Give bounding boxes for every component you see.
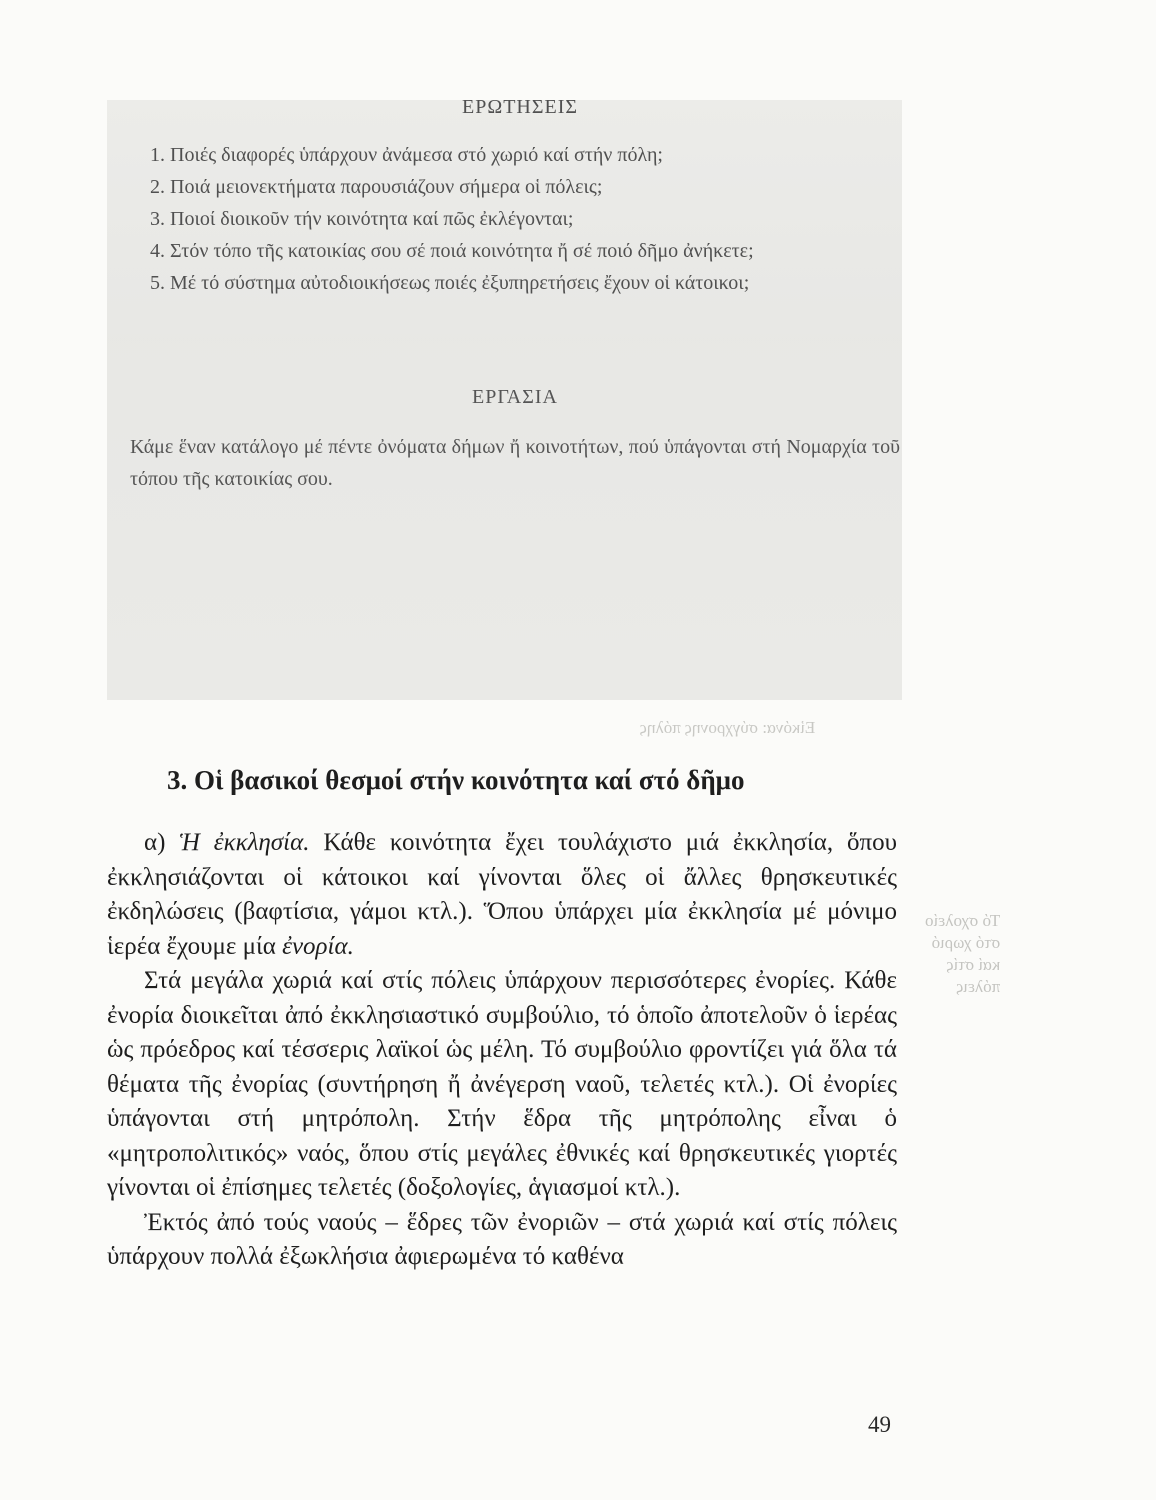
question-item: 3. Ποιοί διοικοῦν τήν κοινότητα καί πῶς ἐκλέγονται;	[150, 208, 574, 230]
work-heading: ΕΡΓΑΣΙΑ	[472, 386, 558, 408]
para-italic-term-end: ἐνορία.	[282, 932, 354, 960]
main-section	[107, 765, 897, 1275]
question-item: 1. Ποιές διαφορές ὑπάρχουν ἀνάμεσα στό χωριό καί στήν πόλη;	[150, 144, 663, 166]
para-body: Κάθε κοινότητα ἔχει τουλάχιστο μιά ἐκκλησία, ὅπου ἐκκλησιάζονται οἱ κάτοικοι καί γίνονται ὅλες οἱ ἄλλες θρησκευτικές ἐκδηλώσεις (βαφτίσια, γάμοι κτλ.). Ὅπου ὑπάρχει μία ἐκκλησία μέ μόνιμο ἱερέα ἔχουμε μία	[107, 829, 897, 960]
question-item: 5. Μέ τό σύστημα αὐτοδιοικήσεως ποιές ἐξυπηρετήσεις ἔχουν οἱ κάτοικοι;	[150, 272, 750, 294]
page-number: 49	[868, 1412, 891, 1437]
work-section	[130, 386, 900, 495]
paragraph-parishes: Στά μεγάλα χωριά καί στίς πόλεις ὑπάρχουν περισσότερες ἐνορίες. Κάθε ἐνορία διοικεῖται ἀπό ἐκκλησιαστικό συμβούλιο, τό ὁποῖο ἀποτελοῦν ὁ ἱερέας ὡς πρόεδρος καί τέσσερις λαϊκοί ὡς μέλη. Τό συμβούλιο φροντίζει γιά ὅλα τά θέματα τῆς ἐνορίας (συντήρηση ἤ ἀνέγερση ναοῦ, τελετές κτλ.). Οἱ ἐνορίες ὑπάγονται στή μητρόπολη. Στήν ἕδρα τῆς μητρόπολης εἶναι ὁ «μητροπολιτικός» ναός, ὅπου στίς μεγάλες ἐθνικές καί θρησκευτικές γιορτές γίνονται οἱ ἐπίσημες τελετές (δοξολογίες, ἁγιασμοί κτλ.).	[107, 967, 897, 1201]
questions-list	[130, 139, 910, 299]
questions-section	[130, 96, 910, 299]
mirrored-margin-note	[925, 910, 1000, 998]
paragraph-chapels: Ἐκτός ἀπό τούς ναούς – ἕδρες τῶν ἐνοριῶν – στά χωριά καί στίς πόλεις ὑπάρχουν πολλά ἐξωκλήσια ἀφιερωμένα τό καθένα	[107, 1208, 897, 1270]
margin-note-line: Τό σχολείο	[925, 911, 1001, 930]
para-lead: α)	[144, 829, 180, 856]
margin-note-line: στό χωριό	[931, 933, 1001, 952]
margin-note-line: πόλεις	[956, 977, 1001, 996]
work-text: Κάμε ἕναν κατάλογο μέ πέντε ὀνόματα δήμων ἤ κοινοτήτων, πού ὑπάγονται στή Νομαρχία τοῦ τόπου τῆς κατοικίας σου.	[130, 436, 900, 490]
question-item: 2. Ποιά μειονεκτήματα παρουσιάζουν σήμερα οἱ πόλεις;	[150, 176, 603, 198]
margin-note-line: καί στίς	[946, 955, 1001, 974]
para-italic-term: Ἡ ἐκκλησία.	[179, 829, 310, 856]
paragraph-church	[107, 826, 897, 964]
questions-heading: ΕΡΩΤΗΣΕΙΣ	[461, 96, 579, 118]
mirrored-photo-caption: Εἰκόνα: σύγχρονης πόλης	[640, 718, 816, 737]
section-title: 3. Οἱ βασικοί θεσμοί στήν κοινότητα καί στό δῆμο	[167, 765, 745, 795]
question-item: 4. Στόν τόπο τῆς κατοικίας σου σέ ποιά κοινότητα ἤ σέ ποιό δῆμο ἀνήκετε;	[150, 240, 754, 262]
